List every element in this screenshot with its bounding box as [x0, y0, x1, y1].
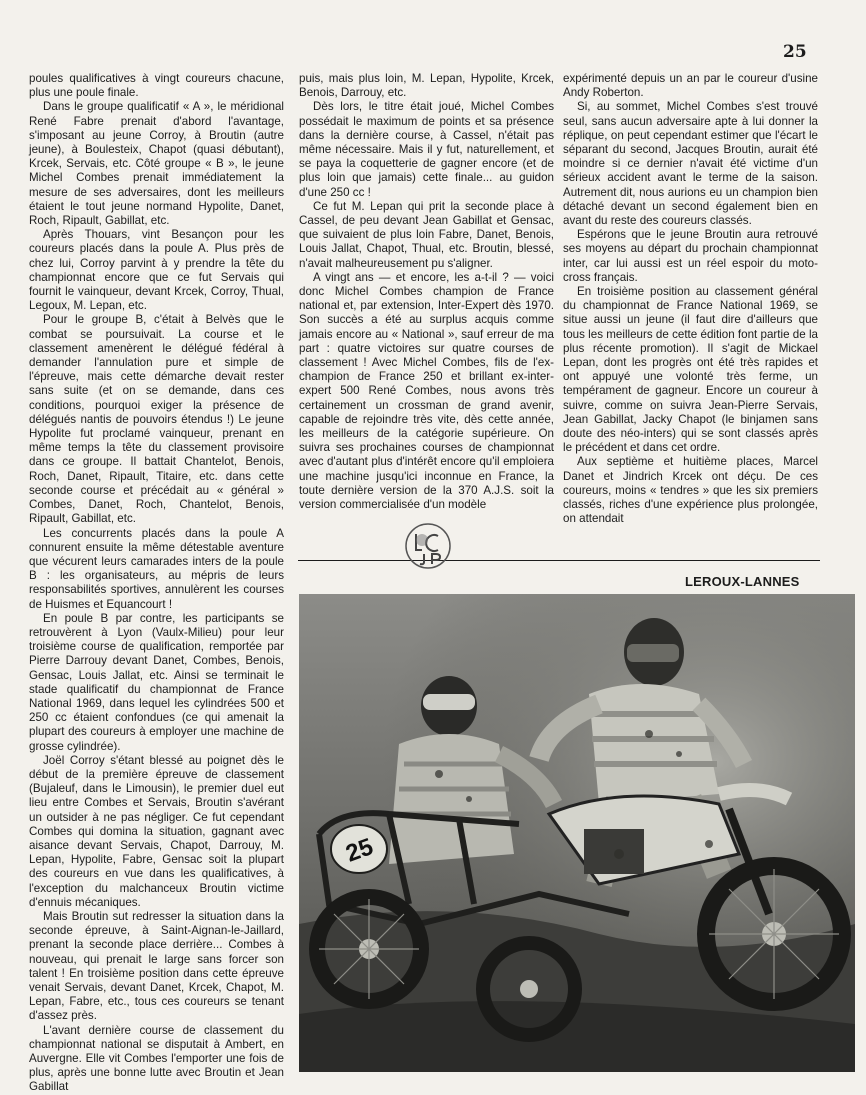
- paragraph: Aux septième et huitième places, Marcel Danet et Jindrich Krcek ont déçu. De ces coureurs, moins « tendres » que les six premiers classés, riches d'une expérience plus prolongée, on attendait: [563, 455, 818, 526]
- sidecar-racing-photo: [299, 594, 855, 1072]
- paragraph: poules qualificatives à vingt coureurs chacune, plus une poule finale.: [29, 72, 284, 100]
- paragraph: Si, au sommet, Michel Combes s'est trouvé seul, sans aucun adversaire apte à lui donner la réplique, on peut cependant estimer que l'écart le séparant du second, Jacques Broutin, aurait été moindre si ce dernier n'avait été victime d'un sérieux accident avant le terme de la saison. Autrement dit, nous aurions eu un champion bien détaché devant un second également bien en avant du reste des coureurs classés.: [563, 100, 818, 228]
- text-column-3: [563, 72, 818, 527]
- paragraph: expérimenté depuis un an par le coureur d'usine Andy Roberton.: [563, 72, 818, 100]
- paragraph: Ce fut M. Lepan qui prit la seconde place à Cassel, de peu devant Jean Gabillat et Gensac, que suivaient de plus loin Fabre, Danet, Benois, Louis Jallat, Chapot, Thual, etc. Broutin, blessé, n'avait malheureusement pu s'aligner.: [299, 199, 554, 270]
- text-column-1: [29, 72, 284, 1095]
- sidecar-number: 25: [342, 833, 377, 868]
- sidecar-number-plate: [331, 825, 387, 873]
- wheel-icon: [706, 866, 842, 1002]
- paragraph: Les concurrents placés dans la poule A connurent ensuite la même détestable aventure que vécurent leurs camarades inters de la poule B : les organisateurs, au mépris de leurs responsabilités sportives, annulèrent les courses de Huismes et Equancourt !: [29, 526, 284, 611]
- paragraph: L'avant dernière course de classement du championnat national se disputait à Ambert, en Auvergne. Elle vit Combes l'emporter une fois de plus, après une bonne lutte avec Broutin et Jean Gabillat: [29, 1023, 284, 1094]
- wheel-icon: [317, 897, 421, 1001]
- paragraph: Dans le groupe qualificatif « A », le méridional René Fabre prenait d'abord l'avantage, s'imposant au jeune Corroy, à Broutin (autre jeune), à Boulesteix, Chapot (quasi débutant), Krcek, Servais, etc. Côté groupe « B », le jeune Michel Combes prenait immédiatement la mesure de ses adversaires, dont les meilleurs étaient le tout jeune normand Hypolite, Danet, Roch, Ripault, Gabillat, etc.: [29, 100, 284, 228]
- section-divider: [298, 560, 820, 561]
- watermark-logo-icon: [402, 520, 454, 572]
- paragraph: Après Thouars, vint Besançon pour les coureurs placés dans la poule A. Plus près de chez lui, Corroy parvint à y prendre la tête du championnat encore que ce fut Servais qui fournit le vainqueur, devant Krcek, Corroy, Thual, Legoux, M. Lepan, etc.: [29, 228, 284, 313]
- page-number: 25: [783, 42, 807, 62]
- paragraph: Pour le groupe B, c'était à Belvès que le combat se poursuivait. La course et le classement amenèrent le délégué fédéral à demander l'annulation pure et simple de l'épreuve, mais cette démarche devait rester sans suite (et on se demande, dans ces conditions, pourquoi exiger la présence de délégués nantis de pouvoirs étendus !) Le jeune Hypolite fut proclamé vainqueur, prenant en même temps la tête du classement provisoire dans ce groupe. Il battait Chantelot, Benois, Roch, Danet, Ripault, Titaire, etc. dans cette seconde course et précédait au « général » Combes, Danet, Roch, Chantelot, Benois, Ripault, Gabillat, etc.: [29, 313, 284, 526]
- text-column-2: [299, 72, 554, 512]
- paragraph: Joël Corroy s'étant blessé au poignet dès le début de la première épreuve de classement (Bujaleuf, dans le Limousin), le premier duel eut lieu entre Combes et Servais, Broutin s'avérant un outsider à ne pas négliger. Ce fut cependant Combes qui domina la situation, gagnant avec aisance devant Servais, Chapot, Darrouy, M. Lepan, Hypolite, Fabre, Gensac soit la plupart des coureurs en vue dans les qualificatives, à l'exception du malchanceux Broutin victime d'ennuis mécaniques.: [29, 753, 284, 909]
- paragraph: En poule B par contre, les participants se retrouvèrent à Lyon (Vaulx-Milieu) pour leur troisième course de qualification, remportée par Pierre Darrouy devant Danet, Combes, Benois, Gensac, Louis Jallat, etc. Ainsi se terminait le stade qualificatif du championnat de France National 1969, dans lequel les cylindrées 500 et 250 cc étaient confondues (ce qui amenait la plupart des coureurs à employer une machine de grosse cylindrée).: [29, 611, 284, 753]
- paragraph: puis, mais plus loin, M. Lepan, Hypolite, Krcek, Benois, Darrouy, etc.: [299, 72, 554, 100]
- photo-credit: LEROUX-LANNES: [685, 574, 800, 589]
- paragraph: Mais Broutin sut redresser la situation dans la seconde épreuve, à Saint-Aignan-le-Jaillard, prenant la seconde place derrière... Combes à nouveau, qui prenait le large sans forcer son talent ! En troisième position dans cette épreuve venait Servais, devant Danet, Krcek, Chapot, M. Lepan, Fabre, etc., tous ces coureurs se tenant d'assez près.: [29, 909, 284, 1023]
- paragraph: En troisième position au classement général du championnat de France National 1969, se situe aussi un jeune (il faut dire d'ailleurs que tous les meilleurs de cette édition font partie de la plus récente promotion). Il s'agit de Mickael Lepan, dont les progrès ont été très rapides et ont appuyé une volonté très ferme, un tempérament de gagneur. Encore un coureur à suivre, comme on suivra Jean-Pierre Servais, Jean Gabillat, Jacky Chapot (le binjamen sans doute des néo-inters) qui se sont classés après le précédent et dans cet ordre.: [563, 285, 818, 455]
- paragraph: Dès lors, le titre était joué, Michel Combes possédait le maximum de points et sa présence dans la dernière course, à Cassel, n'était pas même nécessaire. Mais il y fut, naturellement, et se paya la coquetterie de gagner encore (et de plus loin que jamais) cette finale... au guidon d'une 250 cc !: [299, 100, 554, 199]
- paragraph: Espérons que le jeune Broutin aura retrouvé ses moyens au départ du prochain championnat inter, car lui aussi est un réel espoir du moto-cross français.: [563, 228, 818, 284]
- paragraph: A vingt ans — et encore, les a-t-il ? — voici donc Michel Combes champion de France national et, par extension, Inter-Expert dès 1970. Son succès a été au surplus acquis comme jamais encore au « National », sauf erreur de ma part : quatre victoires sur quatre courses de classement ! Avec Michel Combes, fils de l'ex-champion de France 250 et brillant ex-inter-expert 500 René Combes, nous avons très certainement un crossman de grand avenir, capable de rejoindre très vite, dès cette année, les meilleurs de la catégorie supérieure. On suivra ses prochaines courses de championnat avec d'autant plus d'intérêt encore qu'il emploiera une machine jusqu'ici inconnue en France, la toute dernière version de la 370 A.J.S. soit la version commercialisée d'un modèle: [299, 270, 554, 512]
